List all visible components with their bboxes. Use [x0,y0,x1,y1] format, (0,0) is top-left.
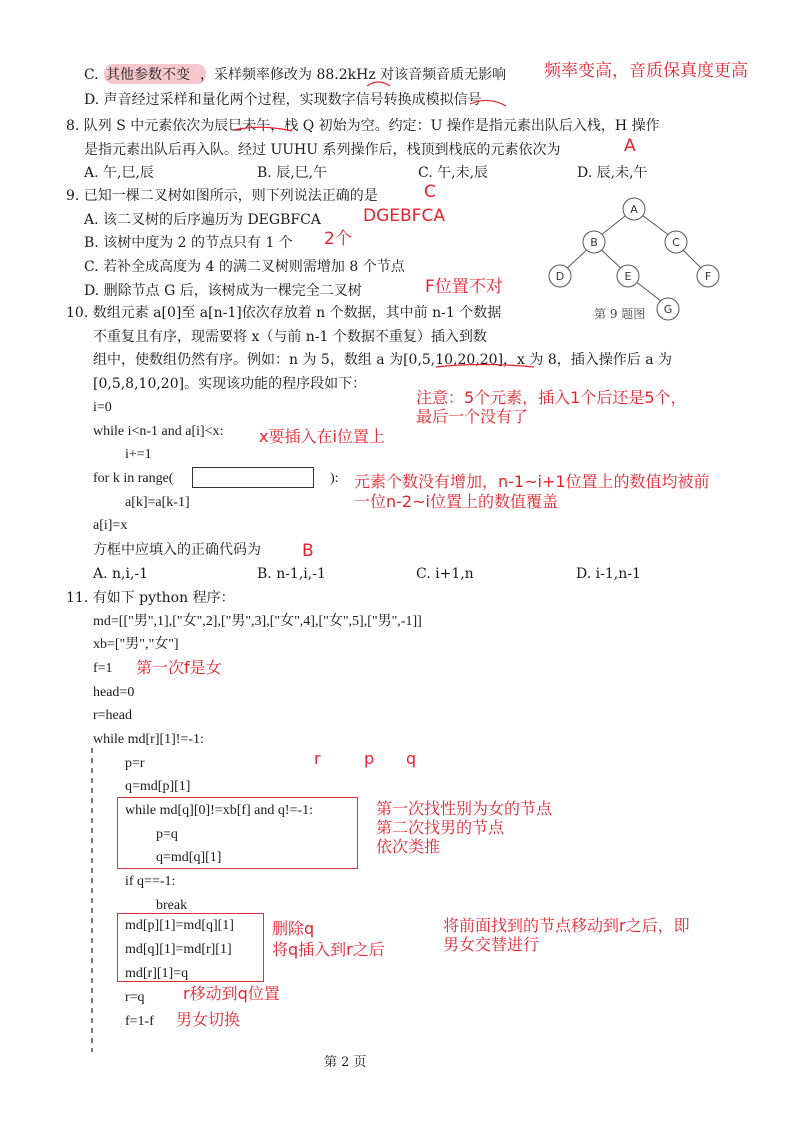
q9-option-a-note: DGEBFCA [363,206,445,226]
q9-option-d-note: F位置不对 [425,277,503,297]
q7-option-d: D. 声音经过采样和量化两个过程，实现数字信号转换成模拟信号 [84,92,482,108]
q11-code-line: md[r][1]=q [125,966,189,981]
q9-option-a: A. 该二叉树的后序遍历为 DEGBFCA [84,212,321,228]
q10-code-note2-line2: 一位n-2~i位置上的数值覆盖 [354,492,558,511]
tree-label-b: B [590,236,598,249]
tree-label-c: C [672,236,680,249]
q8-stem-line1: 8. 队列 S 中元素依次为辰巳未午，栈 Q 初始为空。约定：U 操作是指元素出队后入栈，H 操作 [66,118,660,134]
q11-code-line: p=q [156,827,178,842]
q9-option-d: D. 删除节点 G 后，该树成为一棵完全二叉树 [84,283,362,299]
q10-code-line: i+=1 [125,447,152,462]
q11-code-line: if q==-1: [125,874,176,889]
q11-note-r: r [314,749,321,768]
q9-option-b-note: 2个 [324,229,352,249]
q11-code-line: q=md[q][1] [156,850,222,865]
q11-note-inner2: 第二次找男的节点 [376,818,505,837]
q11-note-move-line1: 将前面找到的节点移动到r之后，即 [443,916,690,935]
q11-code-line: xb=["男","女"] [93,637,179,652]
q11-code-line: md[p][1]=md[q][1] [125,918,234,933]
q11-stem: 11. 有如下 python 程序： [66,590,235,606]
q11-code-line: f=1-f [125,1014,154,1029]
q7-option-c-rest: ，采样频率修改为 88.2kHz 对该音频音质无影响 [200,67,507,83]
q11-code-line: md[q][1]=md[r][1] [125,942,232,957]
q11-code-line: f=1 [93,661,113,676]
q10-code-line: for k in range( [93,471,174,486]
q10-option-a: A. n,i,-1 [93,566,149,582]
q10-note-line2: 最后一个没有了 [416,407,529,426]
q10-code-line: a[i]=x [93,518,128,533]
q11-note-f: 第一次f是女 [136,658,222,677]
q7-option-c-label: C. [84,67,99,83]
q8-answer: A [624,136,636,156]
q10-stem-line4: [0,5,8,10,20]。实现该功能的程序段如下： [93,376,367,392]
q9-stem: 9. 已知一棵二叉树如图所示，则下列说法正确的是 [66,188,378,204]
q8-option-c: C. 午,未,辰 [418,165,489,181]
q10-stem-line3: 组中，使数组仍然有序。例如：n 为 5，数组 a 为[0,5,10,20,20]，x 为 8，插入操作后 a 为 [93,352,673,368]
q11-code-line: r=q [125,990,145,1005]
q10-option-c: C. i+1,n [416,566,474,582]
q11-code-line: q=md[p][1] [125,779,191,794]
q11-note-switch: 男女切换 [176,1010,241,1029]
q10-answer: B [302,541,314,561]
tree-label-f: F [704,270,712,283]
q11-code-line: while md[q][0]!=xb[f] and q!=-1: [125,803,314,818]
q10-code-line: i=0 [93,400,112,415]
q9-option-c: C. 若补全成高度为 4 的满二叉树则需增加 8 个节点 [84,259,405,275]
q11-note-inner3: 依次类推 [376,837,441,856]
q10-stem-line1: 10. 数组元素 a[0]至 a[n-1]依次存放着 n 个数据，其中前 n-1 个数据 [66,305,502,321]
q11-code-line: md=[["男",1],["女",2],["男",3],["女",4],["女",5],["男",-1]] [93,614,422,629]
q11-note-delete: 删除q [272,919,315,938]
q11-code-line: r=head [93,708,132,723]
tree-label-a: A [630,203,638,216]
q10-prompt: 方框中应填入的正确代码为 [93,542,261,558]
tree-label-d: D [555,270,565,283]
q11-code-line: p=r [125,756,145,771]
q10-code-line: while i<n-1 and a[i]<x: [93,424,224,439]
q8-option-d: D. 辰,未,午 [577,165,648,181]
q9-figure-caption: 第 9 题图 [594,307,646,321]
q11-note-insert: 将q插入到r之后 [272,940,385,959]
q11-note-move-line2: 男女交替进行 [443,935,540,954]
q8-option-a: A. 午,巳,辰 [84,165,154,181]
tree-label-g: G [663,303,673,316]
q8-stem-line2: 是指元素出队后再入队。经过 UUHU 系列操作后，栈顶到栈底的元素依次为 [84,142,561,158]
q9-answer: C [424,182,436,202]
q10-code-note2-line1: 元素个数没有增加，n-1~i+1位置上的数值均被前 [354,472,710,491]
q11-code-line: head=0 [93,685,135,700]
q10-code-note1: x要插入在i位置上 [259,427,385,446]
q10-option-d: D. i-1,n-1 [576,566,641,582]
q11-code-line: break [156,898,188,913]
q8-option-b: B. 辰,巳,午 [257,165,328,181]
q10-code-line: a[k]=a[k-1] [125,495,190,510]
q11-code-line: while md[r][1]!=-1: [93,732,204,747]
q11-note-p: p [364,749,375,768]
q11-note-rq: r移动到q位置 [183,984,280,1003]
q11-note-inner1: 第一次找性别为女的节点 [376,799,553,818]
q10-note-line1: 注意：5个元素，插入1个后还是5个， [416,388,687,407]
q10-code-line: ): [330,471,339,486]
q7-note: 频率变高，音质保真度更高 [544,61,748,81]
q10-stem-line2: 不重复且有序，现需要将 x（与前 n-1 个数据不重复）插入到数 [93,329,487,345]
q11-note-q: q [406,749,417,768]
q9-option-b: B. 该树中度为 2 的节点只有 1 个 [84,235,293,251]
tree-label-e: E [624,270,632,283]
page-number: 第 2 页 [324,1055,367,1070]
q10-option-b: B. n-1,i,-1 [257,566,326,582]
q7-option-c-highlight: 其他参数不变 [106,67,190,83]
